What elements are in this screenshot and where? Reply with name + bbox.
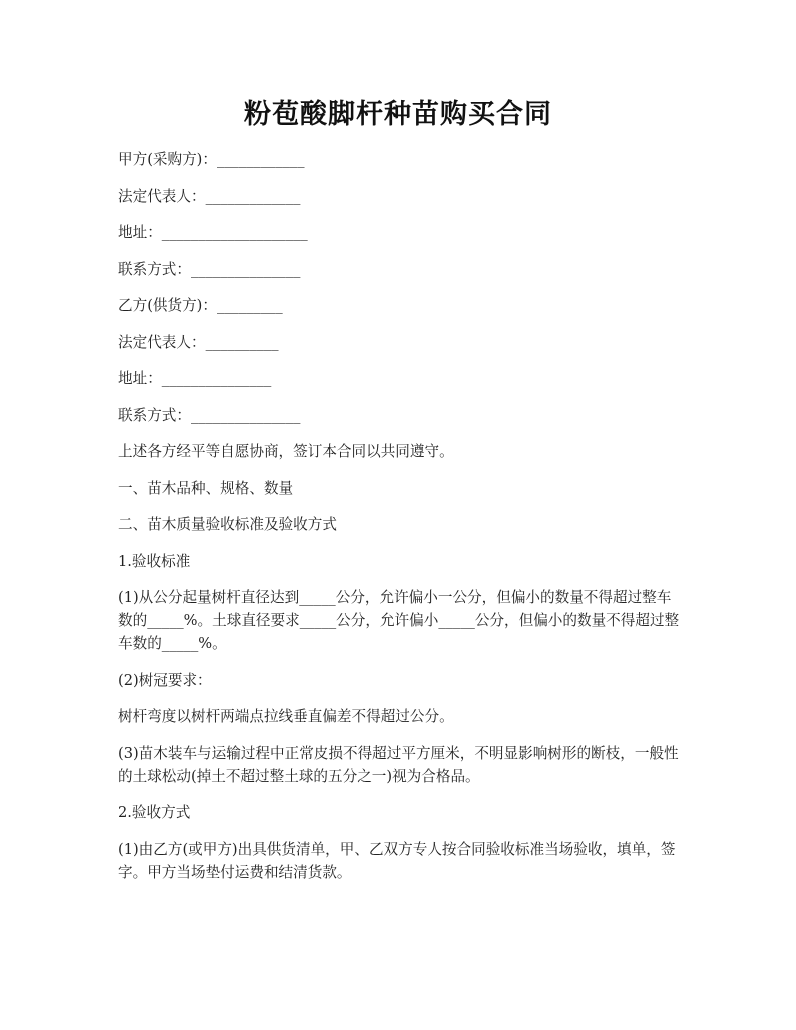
preamble-paragraph: 上述各方经平等自愿协商，签订本合同以共同遵守。 (118, 443, 454, 460)
document-body (118, 148, 684, 897)
party-a-line: 甲方(采购方)：____________ (118, 151, 305, 168)
party-b-address-line: 地址：_______________ (118, 370, 272, 387)
party-b-line: 乙方(供货方)：_________ (118, 297, 283, 314)
party-a-contact-line: 联系方式：_______________ (118, 260, 301, 278)
clause-trunk-diameter: (1)从公分起量树杆直径达到_____公分，允许偏小一公分，但偏小的数量不得超过整车数的_____%。土球直径要求_____公分，允许偏小_____公分，但偏小的数量不得超过整车数的_____%。 (118, 589, 680, 652)
section-heading-1: 一、苗木品种、规格、数量 (118, 479, 294, 497)
party-a-address-line: 地址：____________________ (118, 224, 308, 241)
section-heading-2: 二、苗木质量验收标准及验收方式 (118, 516, 337, 533)
party-a-representative-line: 法定代表人：_____________ (118, 187, 301, 205)
clause-delivery-list: (1)由乙方(或甲方)出具供货清单，甲、乙双方专人按合同验收标准当场验收，填单，签字。甲方当场垫付运费和结清货款。 (118, 840, 676, 881)
party-b-representative-line: 法定代表人：__________ (118, 333, 279, 351)
clause-transport-damage: (3)苗木装车与运输过程中正常皮损不得超过平方厘米，不明显影响树形的断枝，一般性的土球松动(掉土不超过整土球的五分之一)视为合格品。 (118, 744, 679, 785)
subsection-heading-acceptance-method: 2.验收方式 (118, 804, 191, 821)
clause-crown-requirement: (2)树冠要求： (118, 671, 212, 689)
document-title: 粉苞酸脚杆种苗购买合同 (244, 99, 552, 130)
party-b-contact-line: 联系方式：_______________ (118, 406, 301, 424)
clause-trunk-curvature: 树杆弯度以树杆两端点拉线垂直偏差不得超过公分。 (118, 708, 454, 725)
subsection-heading-acceptance-standard: 1.验收标准 (118, 552, 191, 570)
